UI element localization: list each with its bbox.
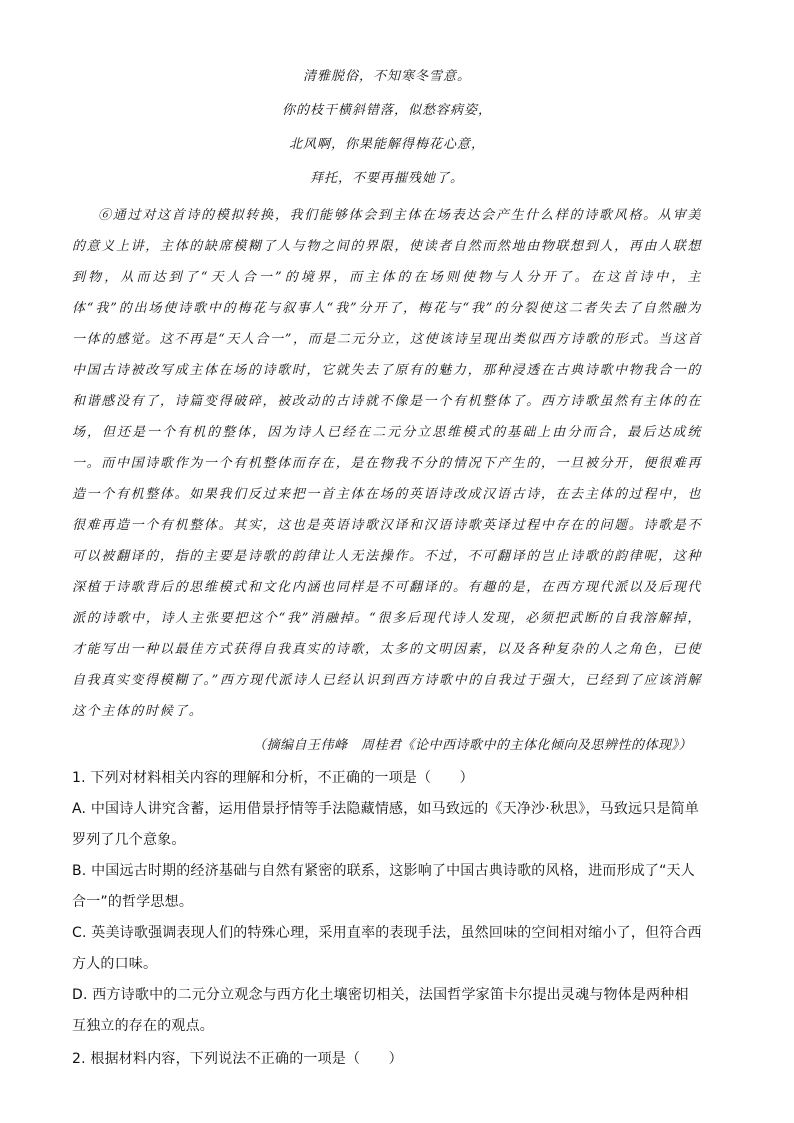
poem-line: 清雅脱俗，不知寒冬雪意。 [302, 69, 471, 84]
passage-source-citation: （摘编自王伟峰 周桂君《论中西诗歌中的主体化倾向及思辨性的体现》） [252, 738, 692, 753]
poem-line: 北风啊，你果能解得梅花心意， [288, 137, 485, 152]
question-1-option-c: C. 英美诗歌强调表现人们的特殊心理，采用直率的表现手法，虽然回味的空间相对缩小了，但符合西方人的口味。 [72, 925, 702, 972]
poem-block [72, 60, 702, 196]
poem-line: 你的枝干横斜错落，似愁容病姿， [281, 103, 492, 118]
question-1-stem: 1. 下列对材料相关内容的理解和分析，不正确的一项是（ ） [72, 770, 474, 786]
passage-paragraph-6: ⑥通过对这首诗的模拟转换，我们能够体会到主体在场表达会产生什么样的诗歌风格。从审美的意义上讲，主体的缺席模糊了人与物之间的界限，使读者自然而然地由物联想到人，再由人联想到物，从而达到了“天人合一”的境界，而主体的在场则使物与人分开了。在这首诗中，主体“我”的出场使诗歌中的梅花与叙事人“我”分开了，梅花与“我”的分裂使这二者失去了自然融为一体的感觉。这不再是“天人合一”，而是二元分立，这使该诗呈现出类似西方诗歌的形式。当这首中国古诗被改写成主体在场的诗歌时，它就失去了原有的魅力，那种浸透在古典诗歌中物我合一的和谐感没有了，诗篇变得破碎，被改动的古诗就不像是一个有机整体了。西方诗歌虽然有主体的在场，但还是一个有机的整体，因为诗人已经在二元分立思维模式的基础上由分而合，最后达成统一。而中国诗歌作为一个有机整体而存在，是在物我不分的情况下产生的，一旦被分开，便很难再造一个有机整体。如果我们反过来把一首主体在场的英语诗改成汉语古诗，在去主体的过程中，也很难再造一个有机整体。其实，这也是英语诗歌汉译和汉语诗歌英译过程中存在的问题。诗歌是不可以被翻译的，指的主要是诗歌的韵律让人无法操作。不过，不可翻译的岂止诗歌的韵律呢，这种深植于诗歌背后的思维模式和文化内涵也同样是不可翻译的。有趣的是，在西方现代派以及后现代派的诗歌中，诗人主张要把这个“我”消融掉。“很多后现代诗人发现，必须把武断的自我溶解掉，才能写出一种以最佳方式获得自我真实的诗歌，太多的文明因素，以及各种复杂的人之角色，已使自我真实变得模糊了。”西方现代派诗人已经认识到西方诗歌中的自我过于强大，已经到了应该消解这个主体的时候了。 [72, 208, 702, 719]
question-1-option-a: A. 中国诗人讲究含蓄，运用借景抒情等手法隐藏情感，如马致远的《天净沙·秋思》，马致远只是简单罗列了几个意象。 [72, 801, 700, 848]
question-1-option-d: D. 西方诗歌中的二元分立观念与西方化土壤密切相关，法国哲学家笛卡尔提出灵魂与物体是两种相互独立的存在的观点。 [72, 987, 689, 1034]
question-2-stem: 2. 根据材料内容，下列说法不正确的一项是（ ） [72, 1051, 403, 1067]
poem-line: 拜托，不要再摧残她了。 [309, 171, 464, 186]
question-1-option-b: B. 中国远古时期的经济基础与自然有紧密的联系，这影响了中国古典诗歌的风格，进而形成了“天人合一”的哲学思想。 [72, 863, 695, 910]
